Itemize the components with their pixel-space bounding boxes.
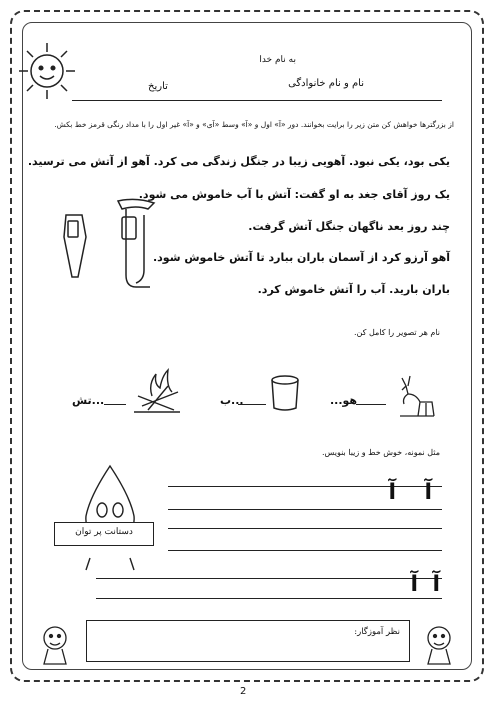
sun-icon [16,40,78,102]
child-doodle-left-icon [30,620,80,670]
picture-task-prompt: نام هر تصویر را کامل کن. [353,328,440,337]
sample-letter-row-3b: آ [410,572,418,597]
sample-letters-row-3: آ [432,572,440,597]
child-doodle-right-icon [414,620,464,670]
picture-word-fire: ...تش [72,394,105,407]
blank-line-fire [104,404,126,405]
water-drop-mascot [60,460,160,580]
story-line-1: یکی بود، یکی نبود. آهویی زیبا در جنگل زندگی می کرد. آهو از آتش می ترسید. [27,155,450,168]
deer-picture [390,372,440,420]
picture-word-deer: هو... [330,394,358,407]
story-line-3: چند روز بعد ناگهان جنگل آتش گرفت. [248,220,450,233]
campfire-picture [128,366,186,418]
writing-row-1[interactable] [168,486,442,510]
writing-row-3-bottom[interactable] [96,598,442,599]
water-glass-picture [268,374,302,414]
mascot-caption: دستانت پر توان [75,527,133,537]
teacher-comment-label: نظر آموزگار: [354,627,400,637]
header-divider [72,100,442,101]
writing-row-2-top [168,528,442,529]
hanging-tags-picture [56,195,166,295]
copy-task-prompt: مثل نمونه، خوش خط و زیبا بنویس. [321,448,440,457]
writing-row-2-bottom[interactable] [168,550,442,551]
story-line-4: آهو آرزو کرد از آسمان باران ببارد تا آتش خاموش شود. [152,251,450,264]
date-label: تاریخ [148,81,168,92]
picture-word-water: ...ب [220,394,244,407]
instruction-text: از بزرگترها خواهش کن متن زیر را برایت بخوانند. دور «آ» اول و «آ» وسط «آی» و «آ» غیر اول را با مداد رنگی قرمز خط بکش. [54,120,454,129]
writing-row-3-top [96,578,442,579]
bismillah: به نام خدا [259,55,296,65]
story-line-5: باران بارید. آب را آتش خاموش کرد. [257,283,450,296]
blank-line-water [238,404,266,405]
sample-letters-row-1: آ [424,480,432,505]
sample-letter-2: آ [388,480,396,505]
name-label: نام و نام خانوادگی [288,78,364,89]
page-number: 2 [240,686,247,697]
blank-line-deer [356,404,386,405]
story-line-2: یک روز آقای جغد به او گفت: آتش با آب خاموش می شود. [138,188,450,201]
